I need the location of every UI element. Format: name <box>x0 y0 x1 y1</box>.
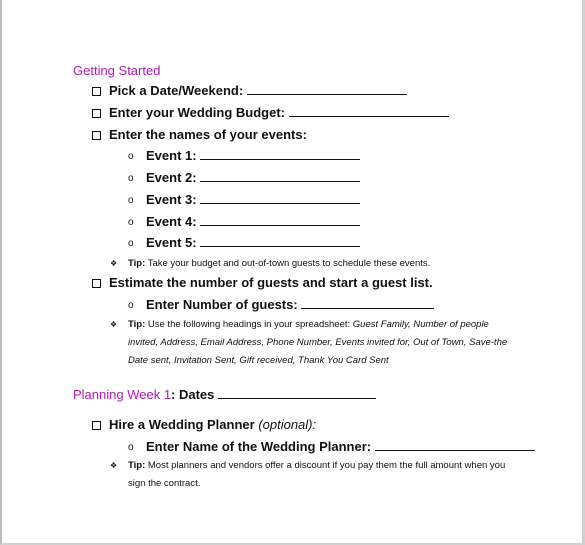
guest-count-blank-line[interactable] <box>301 297 434 309</box>
checklist-item-wedding-planner <box>109 417 316 432</box>
diamond-bullet-icon: ❖ <box>110 259 118 268</box>
budget-blank-line[interactable] <box>289 105 449 117</box>
item-label: Estimate the number of guests and start a guest list. <box>109 275 433 290</box>
event-row-1 <box>146 148 360 163</box>
checkbox-pick-date[interactable] <box>92 87 101 96</box>
tip-text: Take your budget and out-of-town guests to schedule these events. <box>147 258 431 269</box>
tip-line-3: Date sent, Invitation Sent, Gift received, Thank You Card Sent <box>128 355 389 366</box>
tip-text: Use the following headings in your spreadsheet: <box>147 319 353 330</box>
tip-text: Most planners and vendors offer a discount if you pay them the full amount when you <box>147 460 506 471</box>
event-1-blank-line[interactable] <box>200 148 360 160</box>
checklist-item-pick-date <box>109 83 407 98</box>
diamond-bullet-icon: ❖ <box>110 320 118 329</box>
checkbox-event-names[interactable] <box>92 131 101 140</box>
event-label: Event 3: <box>146 192 197 207</box>
planner-name-blank-line[interactable] <box>375 439 535 451</box>
bullet-circle: o <box>128 151 134 162</box>
event-row-5 <box>146 235 360 250</box>
section-heading-getting-started: Getting Started <box>73 63 161 78</box>
tip-prefix: Tip: <box>128 460 146 471</box>
checkbox-guest-list[interactable] <box>92 279 101 288</box>
tip-prefix: Tip: <box>128 319 146 330</box>
section-title-suffix: : Dates <box>171 387 215 402</box>
dates-blank-line[interactable] <box>218 387 376 399</box>
guest-count-label: Enter Number of guests: <box>146 297 298 312</box>
bullet-circle: o <box>128 173 134 184</box>
event-label: Event 2: <box>146 170 197 185</box>
section-heading-planning-week-1 <box>73 387 376 402</box>
section-title: Planning Week 1 <box>73 387 172 402</box>
bullet-circle: o <box>128 442 134 453</box>
checklist-item-wedding-budget <box>109 105 449 120</box>
optional-note: (optional): <box>258 417 317 432</box>
bullet-circle: o <box>128 217 134 228</box>
event-2-blank-line[interactable] <box>200 170 360 182</box>
bullet-circle: o <box>128 300 134 311</box>
tip-line-2: sign the contract. <box>128 478 201 489</box>
event-label: Event 5: <box>146 235 197 250</box>
checklist-item-guest-list <box>109 275 433 290</box>
checkbox-wedding-planner[interactable] <box>92 421 101 430</box>
event-row-4 <box>146 214 360 229</box>
tip-line-2: invited, Address, Email Address, Phone Number, Events invited for, Out of Town, Save-the <box>128 337 508 348</box>
guest-count-row <box>146 297 434 312</box>
event-label: Event 1: <box>146 148 197 163</box>
event-row-2 <box>146 170 360 185</box>
diamond-bullet-icon: ❖ <box>110 461 118 470</box>
event-row-3 <box>146 192 360 207</box>
checklist-item-event-names: Enter the names of your events: <box>109 127 307 142</box>
tip-prefix: Tip: <box>128 258 146 269</box>
tip-italic-text: Guest Family, Number of people <box>352 319 489 330</box>
tip-spreadsheet-headings <box>128 316 507 370</box>
item-label: Enter your Wedding Budget: <box>109 105 285 120</box>
planner-name-label: Enter Name of the Wedding Planner: <box>146 439 372 454</box>
bullet-circle: o <box>128 195 134 206</box>
tip-vendor-discount <box>128 457 505 493</box>
event-4-blank-line[interactable] <box>200 214 360 226</box>
date-blank-line[interactable] <box>247 83 407 95</box>
tip-schedule-events <box>128 255 430 273</box>
event-label: Event 4: <box>146 214 197 229</box>
planner-name-row <box>146 439 535 454</box>
bullet-circle: o <box>128 238 134 249</box>
event-3-blank-line[interactable] <box>200 192 360 204</box>
item-label: Pick a Date/Weekend: <box>109 83 244 98</box>
item-label: Hire a Wedding Planner <box>109 417 255 432</box>
checkbox-wedding-budget[interactable] <box>92 109 101 118</box>
tip-line-1 <box>128 457 505 475</box>
tip-line-1 <box>128 316 507 334</box>
event-5-blank-line[interactable] <box>200 235 360 247</box>
